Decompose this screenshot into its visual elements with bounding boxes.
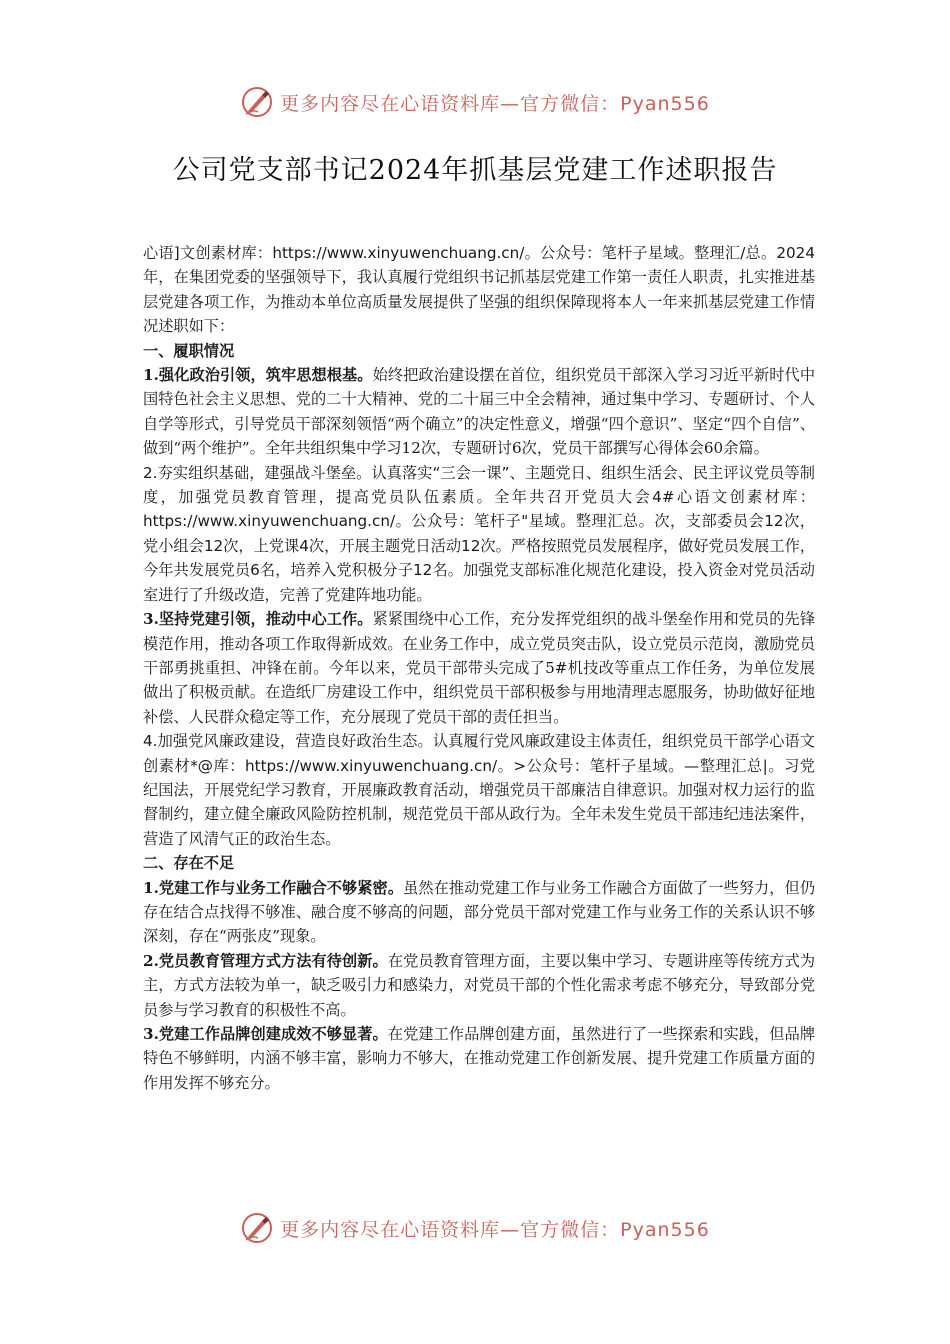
item-lead: 4.加强党风廉政建设，营造良好政治生态。: [143, 732, 433, 751]
list-item: [143, 607, 815, 729]
list-item: [143, 876, 815, 949]
section-heading-shortcomings: 二、存在不足: [143, 854, 235, 873]
list-item: [143, 461, 815, 607]
item-text: 在党建工作品牌创建方面，虽然进行了一些探索和实践，但品牌特色不够鲜明，内涵不够丰富，影响力不够大，在推动党建工作创新发展、提升党建工作质量方面的作用发挥不够充分。: [143, 1025, 816, 1092]
item-text: 紧紧围绕中心工作，充分发挥党组织的战斗堡垒作用和党员的先锋模范作用，推动各项工作取得新成效。在业务工作中，成立党员突击队，设立党员示范岗，激励党员干部勇挑重担、冲锋在前。今年以来，党员干部带头完成了5#机技改等重点工作任务，为单位发展做出了积极贡献。在造纸厂房建设工作中，组织党员干部积极参与用地清理志愿服务，协助做好征地补偿、人民群众稳定等工作，充分展现了党员干部的责任担当。: [143, 610, 816, 726]
item-text: 认真履行党风廉政建设主体责任，组织党员干部学心语文创素材*@库：https://www.xinyuwenchuang.cn/。>公众号：笔杆子星域。—整理汇总|。习党纪国法，开展党纪学习教育，开展廉政教育活动，增强党员干部廉洁自律意识。加强对权力运行的监督制约，建立健全廉政风险防控机制，规范党员干部从政行为。全年未发生党员干部违纪违法案件，营造了风清气正的政治生态。: [143, 732, 815, 848]
item-text: 在党员教育管理方面，主要以集中学习、专题讲座等传统方式为主，方式方法较为单一，缺乏吸引力和感染力，对党员干部的个性化需求考虑不够充分，导致部分党员参与学习教育的积极性不高。: [143, 951, 816, 1019]
item-lead: 3.党建工作品牌创建成效不够显著。: [143, 1025, 388, 1043]
footer-banner: [0, 1208, 950, 1248]
item-text: 认真落实“三会一课”、主题党日、组织生活会、民主评议党员等制度，加强党员教育管理，提高党员队伍素质。全年共召开党员大会4#心语文创素材库：https://www.xinyuwenchuang.cn/。公众号：笔杆子"星域。整理汇总。次，支部委员会12次，党小组会12次，上党课4次，开展主题党日活动12次。严格按照党员发展程序，做好党员发展工作，今年共发展党员6名，培养入党积极分子12名。加强党支部标准化规范化建设，投入资金对党员活动室进行了升级改造，完善了党建阵地功能。: [143, 463, 815, 604]
item-lead: 3.坚持党建引领，推动中心工作。: [143, 610, 373, 629]
intro-paragraph: 心语]文创素材库：https://www.xinyuwenchuang.cn/。公众号：笔杆子星域。整理汇/总。2024年，在集团党委的坚强领导下，我认真履行党组织书记抓基层党建工作第一责任人职责，扎实推进基层党建各项工作，为推动本单位高质量发展提供了坚强的组织保障现将本人一年来抓基层党建工作情况述职如下：: [143, 244, 815, 336]
banner-text: 更多内容尽在心语资料库—官方微信：Pyan556: [280, 92, 710, 115]
document-body: [143, 241, 815, 1095]
item-text: 始终把政治建设摆在首位，组织党员干部深入学习习近平新时代中国特色社会主义思想、党的二十大精神、党的二十届三中全会精神，通过集中学习、专题研讨、个人自学等形式，引导党员干部深刻领悟“两个确立”的决定性意义，增强“四个意识”、坚定“四个自信”、做到“两个维护”。全年共组织集中学习12次，专题研讨6次，党员干部撰写心得体会60余篇。: [143, 366, 816, 458]
list-item: [143, 949, 815, 1022]
banner-text: 更多内容尽在心语资料库—官方微信：Pyan556: [280, 1218, 710, 1241]
pen-logo-icon: [240, 85, 274, 119]
item-lead: 2.党员教育管理方式方法有待创新。: [143, 951, 388, 970]
item-text: 虽然在推动党建工作与业务工作融合方面做了一些努力，但仍存在结合点找得不够准、融合度不够高的问题，部分党员干部对党建工作与业务工作的关系认识不够深刻，存在“两张皮”现象。: [143, 878, 816, 946]
section-heading-performance: 一、履职情况: [143, 341, 235, 360]
pen-logo-icon: [240, 1211, 274, 1245]
header-banner: [0, 82, 950, 122]
item-lead: 1.党建工作与业务工作融合不够紧密。: [143, 878, 404, 897]
list-item: [143, 363, 815, 461]
page-title: 公司党支部书记2024年抓基层党建工作述职报告: [172, 155, 778, 186]
list-item: [143, 729, 815, 851]
item-lead: 1.强化政治引领，筑牢思想根基。: [143, 366, 373, 385]
list-item: [143, 1022, 815, 1095]
item-lead: 2.夯实组织基础，建强战斗堡垒。: [143, 463, 372, 482]
